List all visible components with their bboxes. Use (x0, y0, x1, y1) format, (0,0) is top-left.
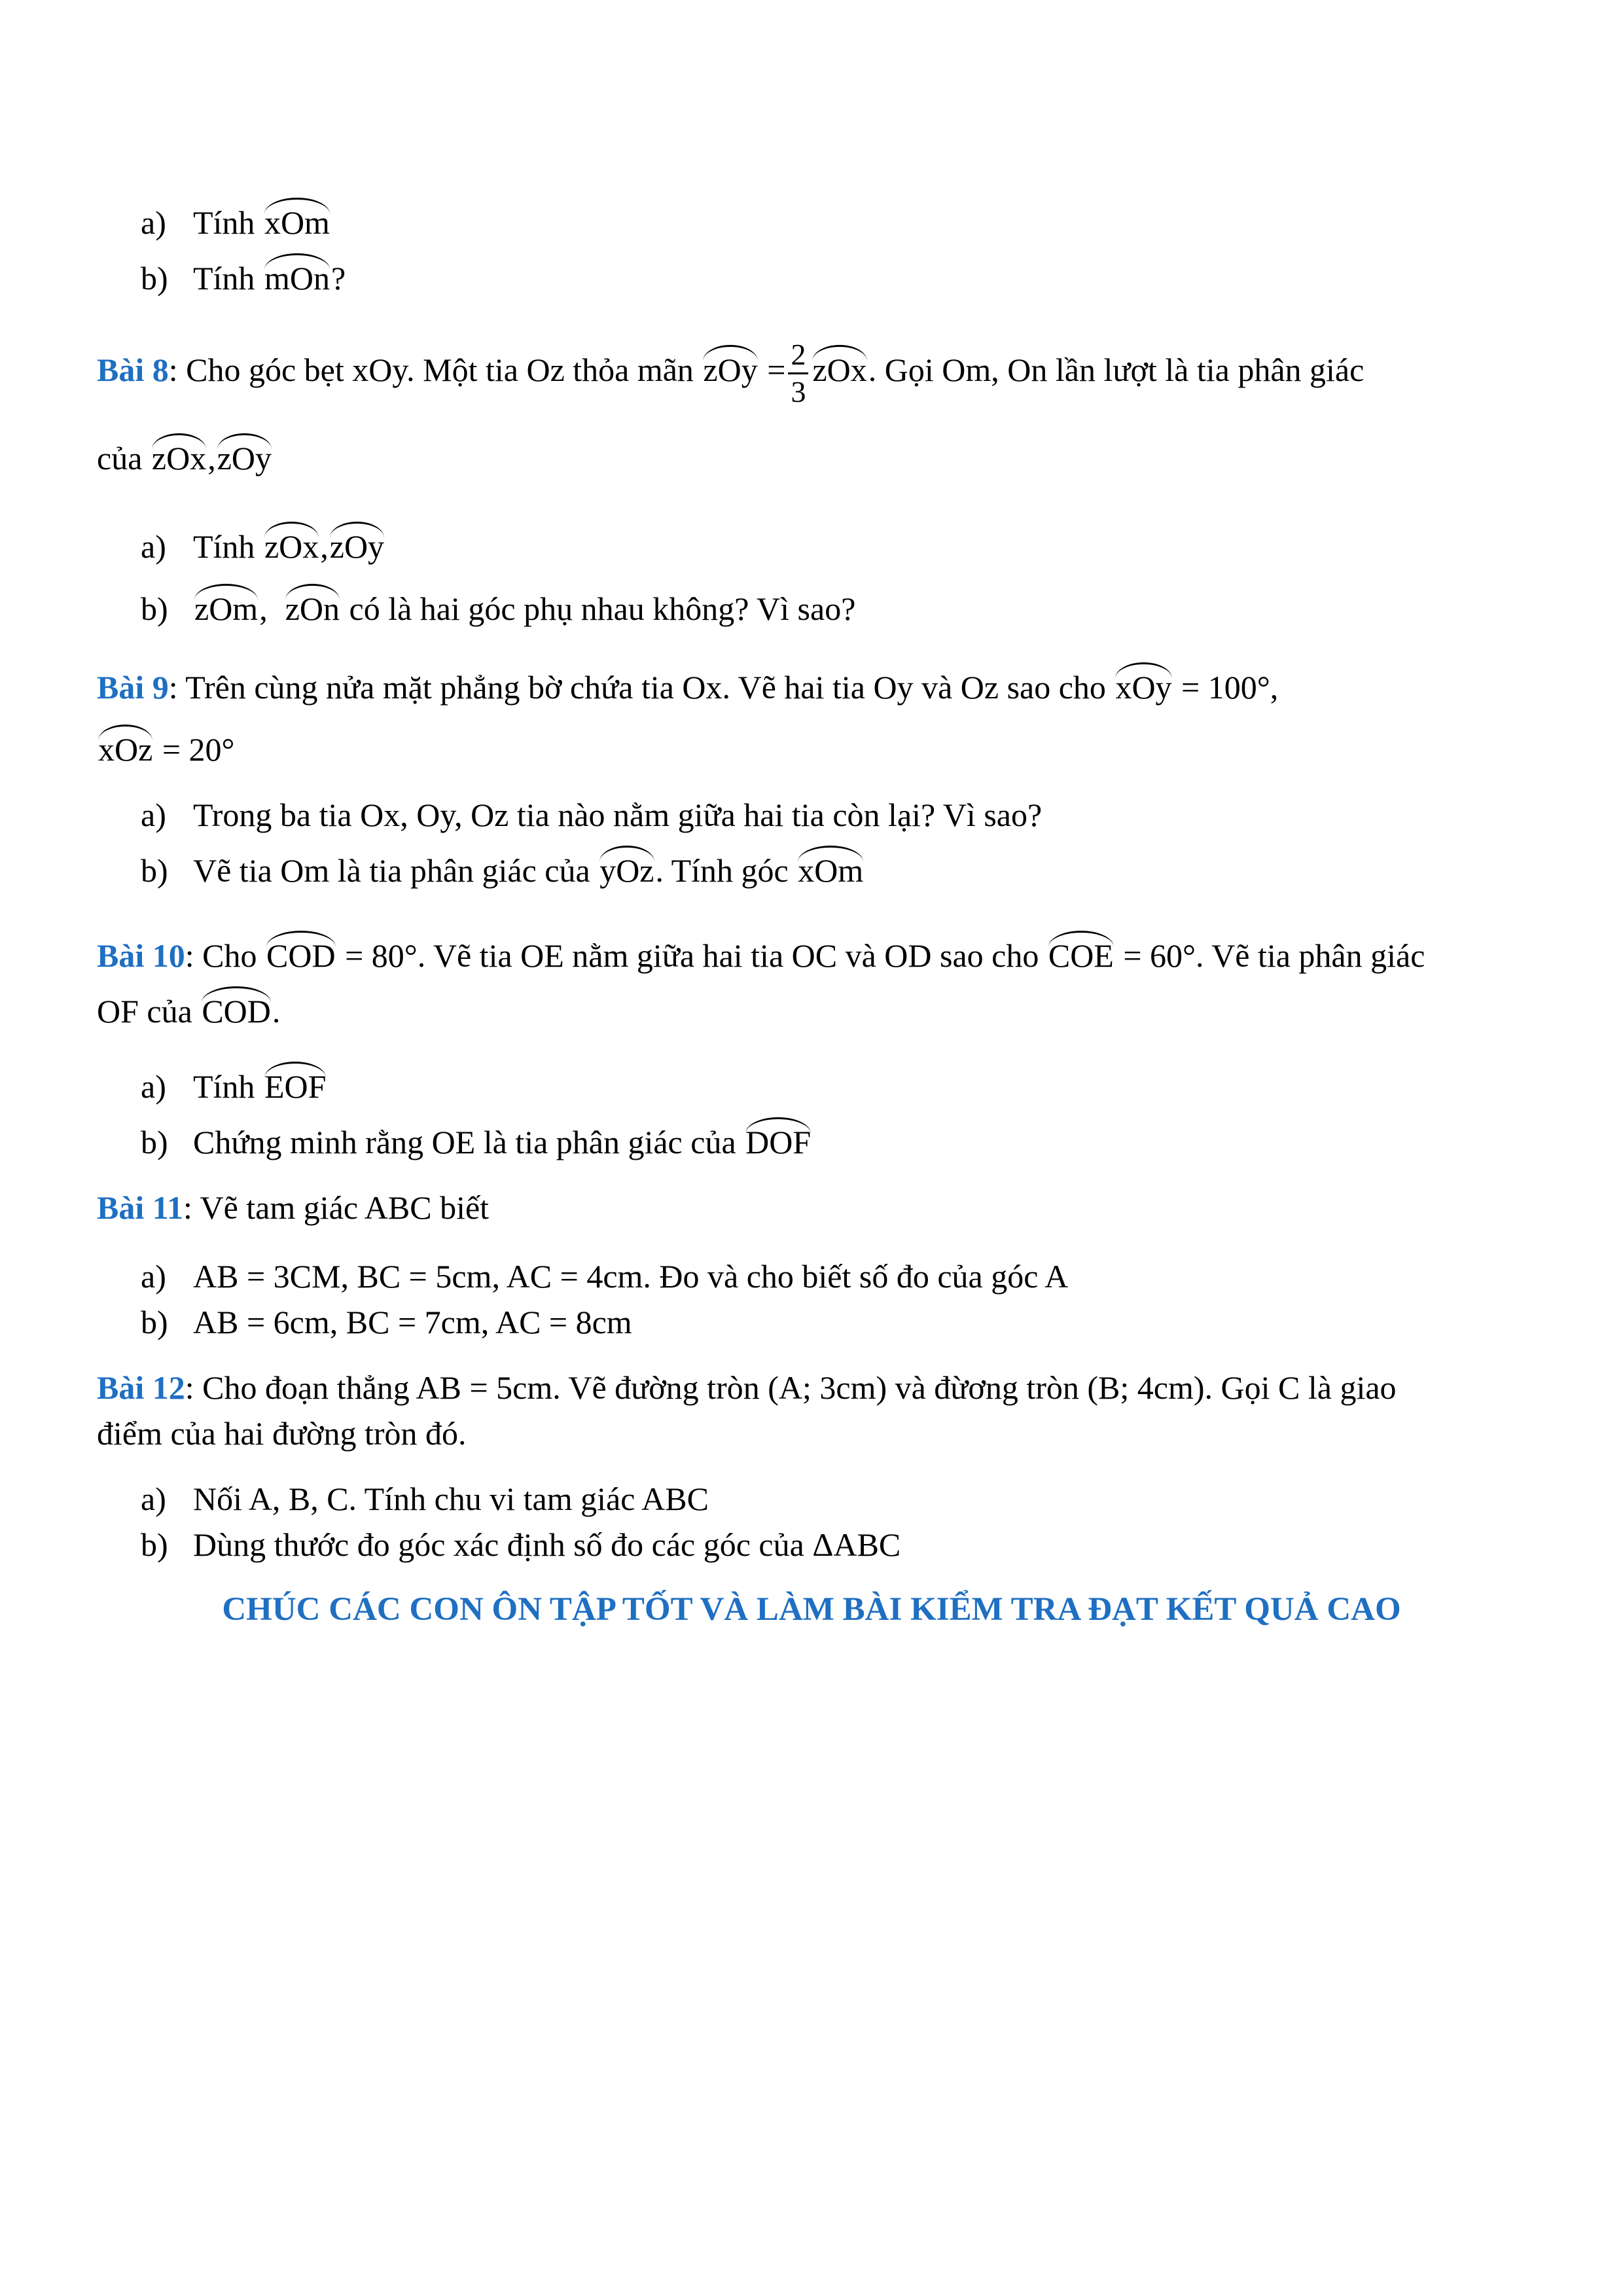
fraction: $\frac{2}{3}$ (788, 337, 808, 410)
list-item: a) Nối A, B, C. Tính chu vi tam giác ABC (141, 1480, 709, 1517)
exercise-12: Bài 12: Cho đoạn thẳng AB = 5cm. Vẽ đường tròn (A; 3cm) và đừơng tròn (B; 4cm). Gọi C là giao (97, 1369, 1397, 1406)
list-item: b) Vẽ tia Om là tia phân giác của yOz. Tính góc xOm (141, 852, 864, 889)
angle-symbol: zOy (703, 351, 758, 388)
angle-symbol: zOy (329, 528, 385, 565)
exercise-10: Bài 10: Cho COD = 80°. Vẽ tia OE nằm giữa hai tia OC và OD sao cho COE = 60°. Vẽ tia phân giác (97, 937, 1425, 974)
exercise-title: Bài 11 (97, 1189, 183, 1226)
angle-symbol: COD (202, 993, 271, 1030)
angle-symbol: zOx (812, 351, 867, 388)
exercise-9: Bài 9: Trên cùng nửa mặt phẳng bờ chứa tia Ox. Vẽ hai tia Oy và Oz sao cho xOy = 100°, (97, 669, 1279, 706)
angle-symbol: DOF (745, 1124, 812, 1160)
exercise-8: Bài 8: Cho góc bẹt xOy. Một tia Oz thỏa mãn zOy = $\frac{2}{3}$ zOx. Gọi Om, On lần lượt là tia phân giác (97, 338, 1364, 408)
angle-symbol: xOm (264, 204, 330, 241)
angle-symbol: xOz (98, 731, 153, 768)
angle-symbol: zOy (217, 440, 272, 476)
angle-symbol: COD (266, 937, 336, 974)
exercise-title: Bài 12 (97, 1369, 185, 1406)
list-item: a) AB = 3CM, BC = 5cm, AC = 4cm. Đo và cho biết số đo của góc A (141, 1258, 1069, 1295)
exercise-8-line2: của zOx,zOy (97, 440, 272, 476)
exercise-title: Bài 8 (97, 351, 169, 388)
list-item: b) Dùng thước đo góc xác định số đo các góc của ΔABC (141, 1526, 901, 1563)
list-item: a) Tính EOF (141, 1068, 327, 1105)
list-item: a) Tính zOx,zOy (141, 528, 385, 565)
list-item: b) zOm, zOn có là hai góc phụ nhau không? Vì sao? (141, 590, 856, 627)
exercise-11: Bài 11: Vẽ tam giác ABC biết (97, 1189, 490, 1226)
angle-symbol: EOF (264, 1068, 327, 1105)
list-item: b) Tính mOn? (141, 260, 346, 296)
list-item: a) Tính xOm (141, 204, 330, 241)
angle-symbol: zOn (285, 590, 340, 627)
closing-message: CHÚC CÁC CON ÔN TẬP TỐT VÀ LÀM BÀI KIỂM TRA ĐẠT KẾT QUẢ CAO (222, 1591, 1401, 1628)
angle-symbol: xOy (1115, 669, 1172, 706)
exercise-title: Bài 9 (97, 669, 169, 706)
exercise-title: Bài 10 (97, 937, 185, 974)
exercise-10-line2: OF của COD. (97, 993, 281, 1030)
angle-symbol: zOx (264, 528, 319, 565)
list-item: b) Chứng minh rằng OE là tia phân giác của DOF (141, 1124, 812, 1160)
angle-symbol: zOm (194, 590, 259, 627)
list-item: b) AB = 6cm, BC = 7cm, AC = 8cm (141, 1304, 632, 1340)
exercise-12-line2: điểm của hai đường tròn đó. (97, 1415, 467, 1452)
list-item: a) Trong ba tia Ox, Oy, Oz tia nào nằm giữa hai tia còn lại? Vì sao? (141, 797, 1043, 833)
angle-symbol: yOz (599, 852, 654, 889)
angle-symbol: COE (1048, 937, 1114, 974)
angle-symbol: xOm (798, 852, 864, 889)
angle-symbol: zOx (151, 440, 207, 476)
exercise-9-line2: xOz = 20° (98, 731, 235, 768)
angle-symbol: mOn (264, 260, 330, 296)
